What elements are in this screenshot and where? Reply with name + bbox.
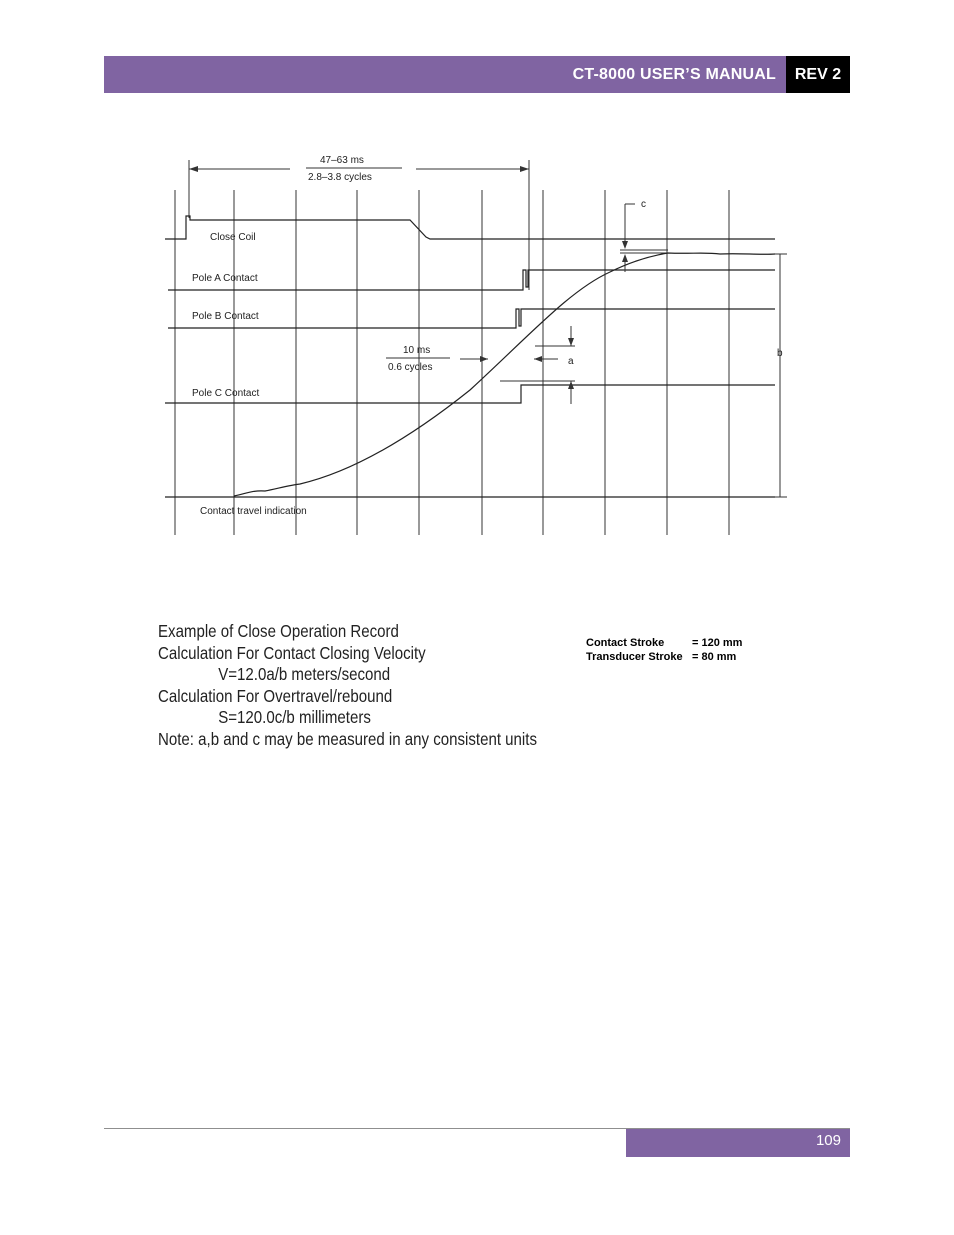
page-number: 109	[815, 1132, 841, 1149]
contact-stroke-label: Contact Stroke	[586, 637, 665, 649]
dim-a-label: a	[568, 356, 574, 367]
close-coil-label: Close Coil	[210, 232, 256, 243]
interval-ms-label: 10 ms	[403, 345, 431, 356]
interval-dimension	[386, 345, 558, 373]
revision-badge: REV 2	[786, 56, 850, 93]
close-operation-diagram	[0, 0, 954, 560]
pole-c-contact-trace	[165, 385, 775, 403]
travel-label: Contact travel indication	[200, 506, 307, 517]
contact-stroke-value: = 120 mm	[692, 637, 743, 649]
dimension-a	[500, 326, 575, 404]
notes-line-6: Note: a,b and c may be measured in any consistent units	[158, 728, 537, 749]
dim-c-label: c	[641, 199, 646, 210]
pole-b-contact-trace	[168, 309, 775, 328]
dimension-b	[774, 254, 787, 497]
overtravel-formula: S=120.0c/b millimeters	[218, 707, 371, 727]
pole-a-contact-trace	[168, 270, 775, 290]
pole-c-label: Pole C Contact	[192, 388, 260, 399]
manual-title: CT-8000 USER’S MANUAL	[572, 66, 776, 83]
timing-cycles-label: 2.8–3.8 cycles	[308, 172, 372, 183]
notes-line-2: Calculation For Contact Closing Velocity	[158, 642, 426, 663]
dim-b-label: b	[777, 348, 783, 359]
timing-ms-label: 47–63 ms	[320, 155, 364, 166]
transducer-stroke-label: Transducer Stroke	[586, 651, 683, 663]
pole-a-label: Pole A Contact	[192, 273, 258, 284]
velocity-formula: V=12.0a/b meters/second	[218, 664, 391, 684]
interval-cycles-label: 0.6 cycles	[388, 362, 433, 373]
transducer-stroke-value: = 80 mm	[692, 651, 737, 663]
footer-bar	[626, 1129, 850, 1157]
transducer-stroke-row	[586, 650, 742, 664]
dimension-c	[620, 199, 668, 272]
stroke-specs	[586, 636, 742, 664]
close-coil-trace	[165, 216, 775, 243]
pole-b-label: Pole B Contact	[192, 311, 259, 322]
contact-stroke-row	[586, 636, 742, 650]
vertical-grid	[175, 190, 729, 535]
timing-dimension	[189, 155, 529, 290]
notes-line-1: Example of Close Operation Record	[158, 621, 399, 641]
calculation-notes	[158, 621, 537, 750]
notes-line-4: Calculation For Overtravel/rebound	[158, 685, 393, 706]
